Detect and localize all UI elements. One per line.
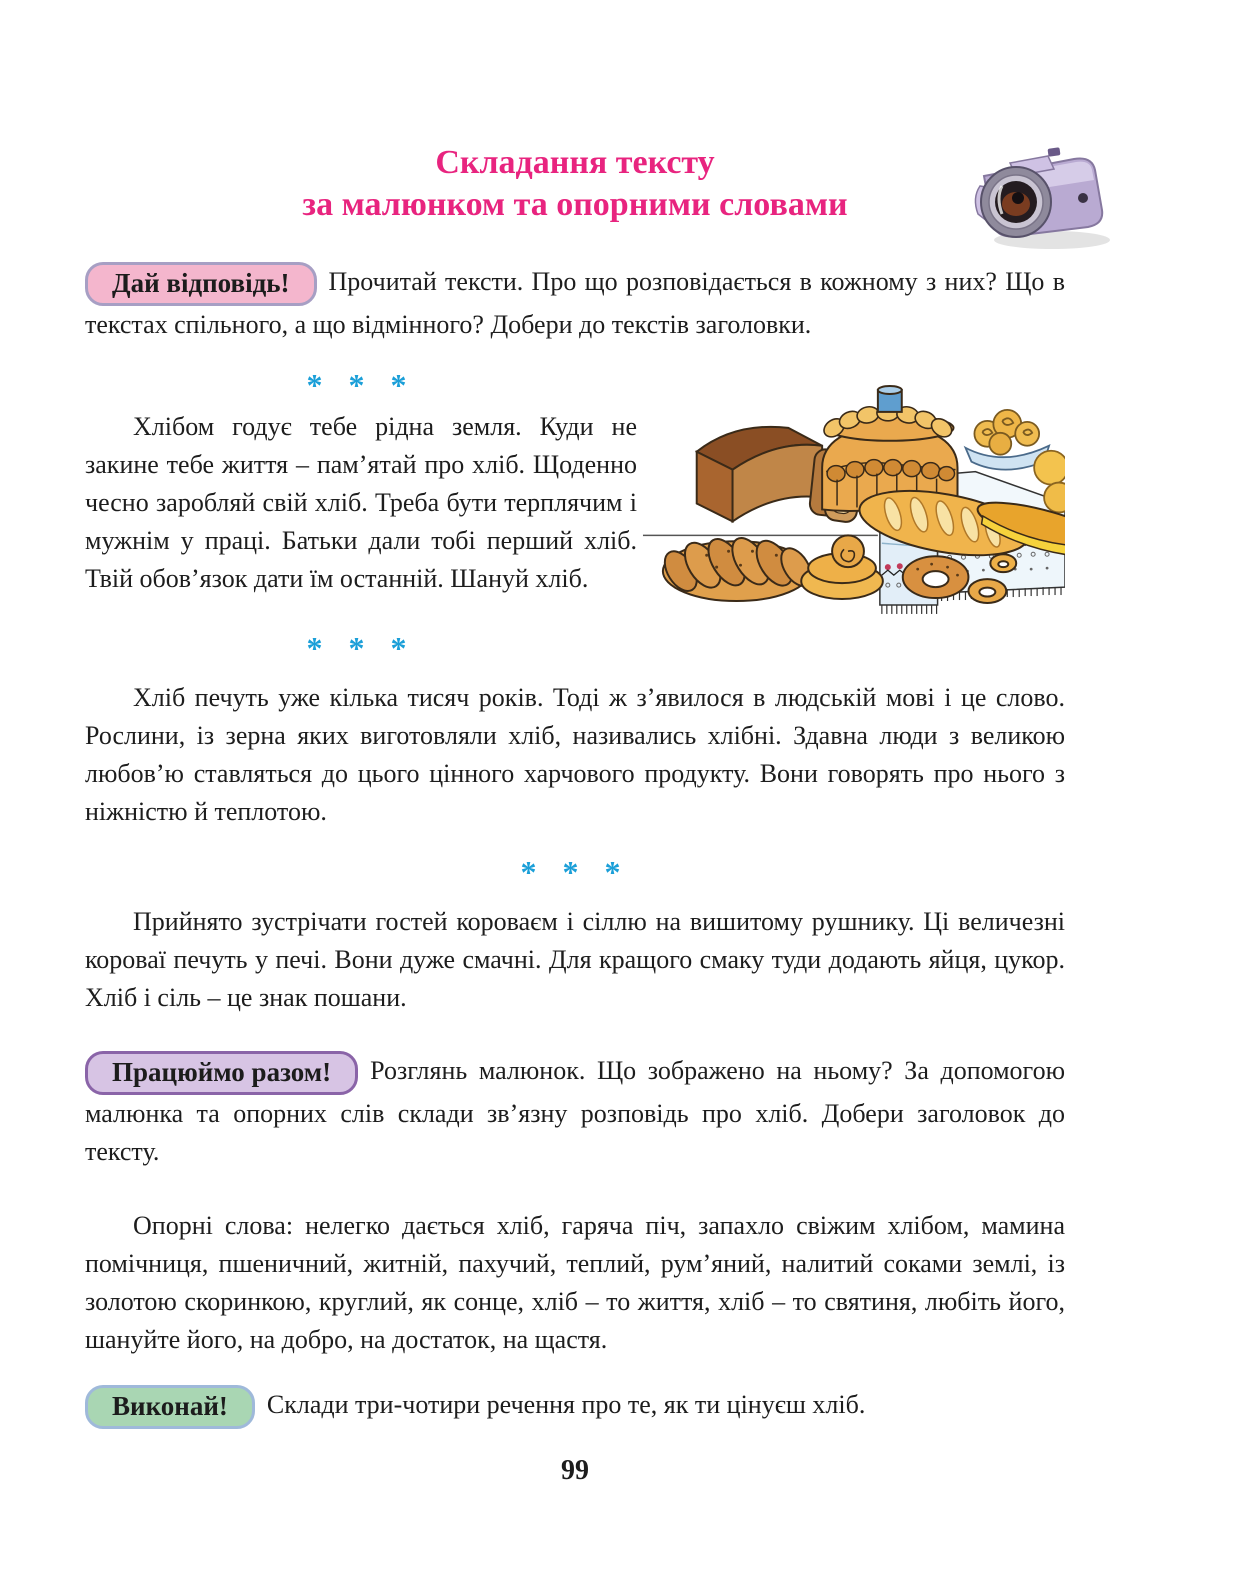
title-line-1: Складання тексту: [435, 144, 715, 181]
separator-3: * * *: [520, 854, 630, 890]
braided-kalach: [658, 532, 817, 601]
intro-text: Прочитай тексти. Про що розповідається в кожному з них? Що в текстах спільного, а що відмінного? Добери до текстів заголовки.: [85, 266, 1065, 339]
page-number: 99: [561, 1455, 589, 1486]
do-paragraph: [85, 1385, 1065, 1429]
swirl-bun: [801, 535, 883, 599]
text1-column: [85, 367, 637, 623]
badge-together: [85, 1051, 358, 1095]
text-two: Хліб печуть уже кілька тисяч років. Тоді ж з’явилося в людській мові і це слово. Рослини, із зерна яких виготовляли хліб, називались хлібні. Здавна люди з великою любов’ю ставляться до цього цінного харчового продукту. Вони говорять про нього з ніжністю й теплотою.: [85, 683, 1065, 826]
badge-answer: [85, 262, 317, 306]
badge-do-label: Виконай!: [112, 1391, 228, 1421]
together-paragraph: [85, 1051, 1065, 1171]
separator-2: * * *: [306, 630, 416, 666]
text1-row: [85, 367, 1065, 623]
bread-illustration: [637, 376, 1065, 623]
page-content: [85, 0, 1065, 1487]
intro-paragraph: [85, 262, 1065, 344]
badge-together-label: Працюймо разом!: [112, 1057, 332, 1087]
bread-still-life-svg: [637, 376, 1065, 618]
title-line-2: за малюнком та опорними словами: [302, 186, 848, 223]
together-text: Розглянь малюнок. Що зображено на ньому? За допомогою малюнка та опорних слів склади зв’язну розповідь про хліб. Добери заголовок до тексту.: [85, 1055, 1065, 1166]
dark-loaf: [697, 427, 822, 522]
badge-do: [85, 1385, 255, 1429]
text-one: Хлібом годує тебе рідна земля. Куди не закине тебе життя – пам’ятай про хліб. Щоденно чесно заробляй свій хліб. Треба бути терплячим і мужнім у праці. Батьки дали тобі перший хліб. Твій обов’язок дати їм останній. Шануй хліб.: [85, 412, 637, 593]
page-title: [85, 0, 1065, 226]
badge-answer-label: Дай відповідь!: [112, 268, 290, 298]
separator-1: * * *: [306, 367, 416, 403]
keywords-text: Опорні слова: нелегко дається хліб, гаряча піч, запахло свіжим хлібом, мамина помічниця, пшеничний, житній, пахучий, теплий, рум’яний, налитий соками землі, із золотою скоринкою, круглий, як сонце, хліб – то життя, хліб – то святиня, любіть його, шануйте його, на добро, на достаток, на щастя.: [85, 1211, 1065, 1354]
do-text: Склади три-чотири речення про те, як ти цінуєш хліб.: [266, 1389, 866, 1419]
text-three: Прийнято зустрічати гостей короваєм і сіллю на вишитому рушнику. Ці величезні короваї печуть у печі. Вони дуже смачні. Для кращого смаку туди додають яйця, цукор. Хліб і сіль – це знак пошани.: [85, 907, 1065, 1012]
